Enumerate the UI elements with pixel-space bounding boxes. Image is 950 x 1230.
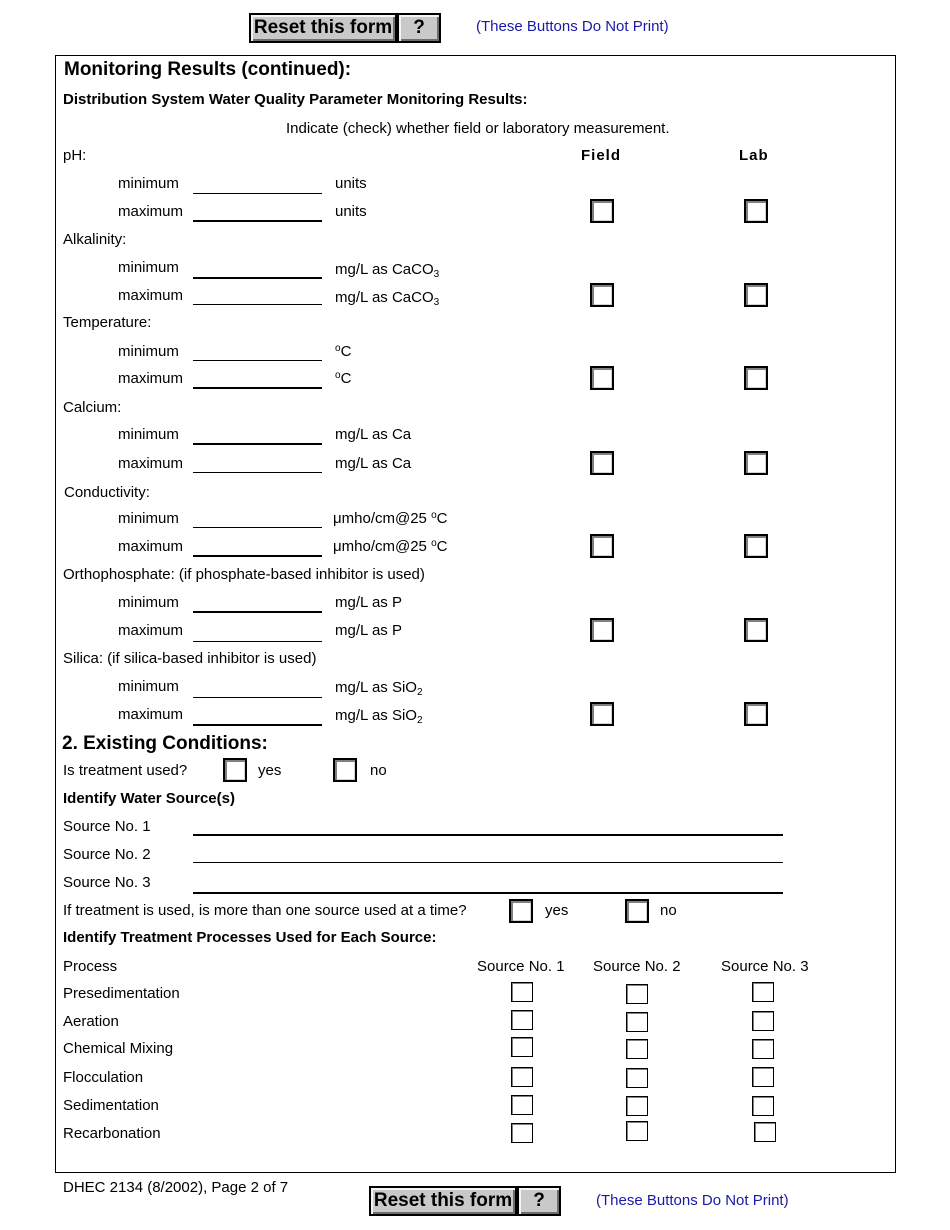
process-label: Chemical Mixing xyxy=(63,1040,174,1057)
unit-label: μmho/cm@25 $^o$C xyxy=(333,538,448,555)
max-label: maximum xyxy=(118,706,184,723)
unit-label: $^o$C xyxy=(335,343,352,360)
existing-conditions-title: 2. Existing Conditions: xyxy=(62,733,268,754)
multi-source-no-label: no xyxy=(660,902,677,919)
silica-min-input[interactable] xyxy=(193,697,322,698)
unit-label: mg/L as Ca xyxy=(335,426,412,443)
chemical-mixing-source-2-checkbox[interactable] xyxy=(626,1039,648,1059)
min-label: minimum xyxy=(118,343,179,360)
instruction-text: Indicate (check) whether field or laboratory measurement. xyxy=(286,120,670,137)
orthophosphate-max-input[interactable] xyxy=(193,641,322,642)
alkalinity-max-input[interactable] xyxy=(193,304,322,305)
silica-field-checkbox[interactable] xyxy=(590,702,614,726)
process-label: Presedimentation xyxy=(63,985,180,1002)
section-title: Monitoring Results (continued): xyxy=(64,59,352,80)
flocculation-source-3-checkbox[interactable] xyxy=(752,1067,774,1087)
process-label: Sedimentation xyxy=(63,1097,159,1114)
source-2-input[interactable] xyxy=(193,862,783,863)
no-print-note-top: (These Buttons Do Not Print) xyxy=(476,18,669,35)
aeration-source-1-checkbox[interactable] xyxy=(511,1010,533,1030)
multi-source-yes-checkbox[interactable] xyxy=(509,899,533,923)
min-label: minimum xyxy=(118,426,179,443)
reset-form-button-top[interactable]: Reset this form xyxy=(249,13,397,43)
sedimentation-source-3-checkbox[interactable] xyxy=(752,1096,774,1116)
source-label: Source No. 3 xyxy=(63,874,151,891)
source-col-header: Source No. 1 xyxy=(477,958,565,975)
calcium-min-input[interactable] xyxy=(193,443,322,445)
flocculation-source-1-checkbox[interactable] xyxy=(511,1067,533,1087)
unit-label: μmho/cm@25 $^o$C xyxy=(333,510,448,527)
max-label: maximum xyxy=(118,622,184,639)
no-print-note-bottom: (These Buttons Do Not Print) xyxy=(596,1192,789,1209)
temperature-field-checkbox[interactable] xyxy=(590,366,614,390)
min-label: minimum xyxy=(118,510,179,527)
min-label: minimum xyxy=(118,175,179,192)
sedimentation-source-1-checkbox[interactable] xyxy=(511,1095,533,1115)
presedimentation-source-1-checkbox[interactable] xyxy=(511,982,533,1002)
help-button-bottom[interactable]: ? xyxy=(517,1186,561,1216)
treatment-yes-checkbox[interactable] xyxy=(223,758,247,782)
silica-lab-checkbox[interactable] xyxy=(744,702,768,726)
source-label: Source No. 2 xyxy=(63,846,151,863)
unit-label: mg/L as P xyxy=(335,594,402,611)
water-sources-title: Identify Water Source(s) xyxy=(63,790,235,807)
param-label: pH: xyxy=(63,147,87,164)
ph-min-input[interactable] xyxy=(193,193,322,194)
unit-label: mg/L as CaCO$_3$ xyxy=(335,261,440,280)
alkalinity-min-input[interactable] xyxy=(193,277,322,279)
temperature-max-input[interactable] xyxy=(193,387,322,389)
process-header: Process xyxy=(63,958,118,975)
source-3-input[interactable] xyxy=(193,892,783,894)
ph-field-checkbox[interactable] xyxy=(590,199,614,223)
max-label: maximum xyxy=(118,455,184,472)
process-label: Recarbonation xyxy=(63,1125,161,1142)
calcium-lab-checkbox[interactable] xyxy=(744,451,768,475)
unit-label: mg/L as CaCO$_3$ xyxy=(335,289,440,308)
min-label: minimum xyxy=(118,594,179,611)
ph-lab-checkbox[interactable] xyxy=(744,199,768,223)
calcium-field-checkbox[interactable] xyxy=(590,451,614,475)
conductivity-lab-checkbox[interactable] xyxy=(744,534,768,558)
max-label: maximum xyxy=(118,287,184,304)
col-lab-header: Lab xyxy=(739,147,769,164)
process-label: Flocculation xyxy=(63,1069,144,1086)
calcium-max-input[interactable] xyxy=(193,472,322,473)
orthophosphate-field-checkbox[interactable] xyxy=(590,618,614,642)
conductivity-min-input[interactable] xyxy=(193,527,322,528)
processes-title: Identify Treatment Processes Used for Each Source: xyxy=(63,929,437,946)
subsection-title: Distribution System Water Quality Parameter Monitoring Results: xyxy=(63,91,528,108)
orthophosphate-min-input[interactable] xyxy=(193,611,322,613)
source-label: Source No. 1 xyxy=(63,818,151,835)
multi-source-no-checkbox[interactable] xyxy=(625,899,649,923)
treatment-question: Is treatment used? xyxy=(63,762,188,779)
col-field-header: Field xyxy=(581,147,622,164)
treatment-no-checkbox[interactable] xyxy=(333,758,357,782)
ph-max-input[interactable] xyxy=(193,220,322,222)
presedimentation-source-3-checkbox[interactable] xyxy=(752,982,774,1002)
unit-label: mg/L as SiO$_2$ xyxy=(335,679,423,698)
min-label: minimum xyxy=(118,259,179,276)
source-1-input[interactable] xyxy=(193,834,783,836)
max-label: maximum xyxy=(118,538,184,555)
aeration-source-3-checkbox[interactable] xyxy=(752,1011,774,1031)
conductivity-max-input[interactable] xyxy=(193,555,322,557)
help-button-top[interactable]: ? xyxy=(397,13,441,43)
reset-form-button-bottom[interactable]: Reset this form xyxy=(369,1186,517,1216)
footer-form-id: DHEC 2134 (8/2002), Page 2 of 7 xyxy=(63,1179,289,1196)
unit-label: mg/L as P xyxy=(335,622,402,639)
multi-source-yes-label: yes xyxy=(545,902,569,919)
aeration-source-2-checkbox[interactable] xyxy=(626,1012,648,1032)
param-label: Alkalinity: xyxy=(63,231,127,248)
chemical-mixing-source-1-checkbox[interactable] xyxy=(511,1037,533,1057)
unit-label: units xyxy=(335,175,367,192)
param-label: Silica: (if silica-based inhibitor is used) xyxy=(63,650,317,667)
param-label: Calcium: xyxy=(63,399,122,416)
unit-label: $^o$C xyxy=(335,370,352,387)
max-label: maximum xyxy=(118,203,184,220)
treatment-yes-label: yes xyxy=(258,762,282,779)
recarbonation-source-1-checkbox[interactable] xyxy=(511,1123,533,1143)
unit-label: mg/L as SiO$_2$ xyxy=(335,707,423,726)
treatment-no-label: no xyxy=(370,762,387,779)
alkalinity-field-checkbox[interactable] xyxy=(590,283,614,307)
silica-max-input[interactable] xyxy=(193,724,322,726)
form-frame xyxy=(55,55,896,1173)
unit-label: mg/L as Ca xyxy=(335,455,412,472)
orthophosphate-lab-checkbox[interactable] xyxy=(744,618,768,642)
alkalinity-lab-checkbox[interactable] xyxy=(744,283,768,307)
source-col-header: Source No. 3 xyxy=(721,958,809,975)
conductivity-field-checkbox[interactable] xyxy=(590,534,614,558)
chemical-mixing-source-3-checkbox[interactable] xyxy=(752,1039,774,1059)
max-label: maximum xyxy=(118,370,184,387)
temperature-lab-checkbox[interactable] xyxy=(744,366,768,390)
param-label: Orthophosphate: (if phosphate-based inhibitor is used) xyxy=(63,566,425,583)
min-label: minimum xyxy=(118,678,179,695)
sedimentation-source-2-checkbox[interactable] xyxy=(626,1096,648,1116)
param-label: Conductivity: xyxy=(64,484,150,501)
multi-source-question: If treatment is used, is more than one source used at a time? xyxy=(63,902,467,919)
temperature-min-input[interactable] xyxy=(193,360,322,361)
flocculation-source-2-checkbox[interactable] xyxy=(626,1068,648,1088)
process-label: Aeration xyxy=(63,1013,119,1030)
source-col-header: Source No. 2 xyxy=(593,958,681,975)
presedimentation-source-2-checkbox[interactable] xyxy=(626,984,648,1004)
recarbonation-source-2-checkbox[interactable] xyxy=(626,1121,648,1141)
unit-label: units xyxy=(335,203,367,220)
recarbonation-source-3-checkbox[interactable] xyxy=(754,1122,776,1142)
param-label: Temperature: xyxy=(63,314,152,331)
